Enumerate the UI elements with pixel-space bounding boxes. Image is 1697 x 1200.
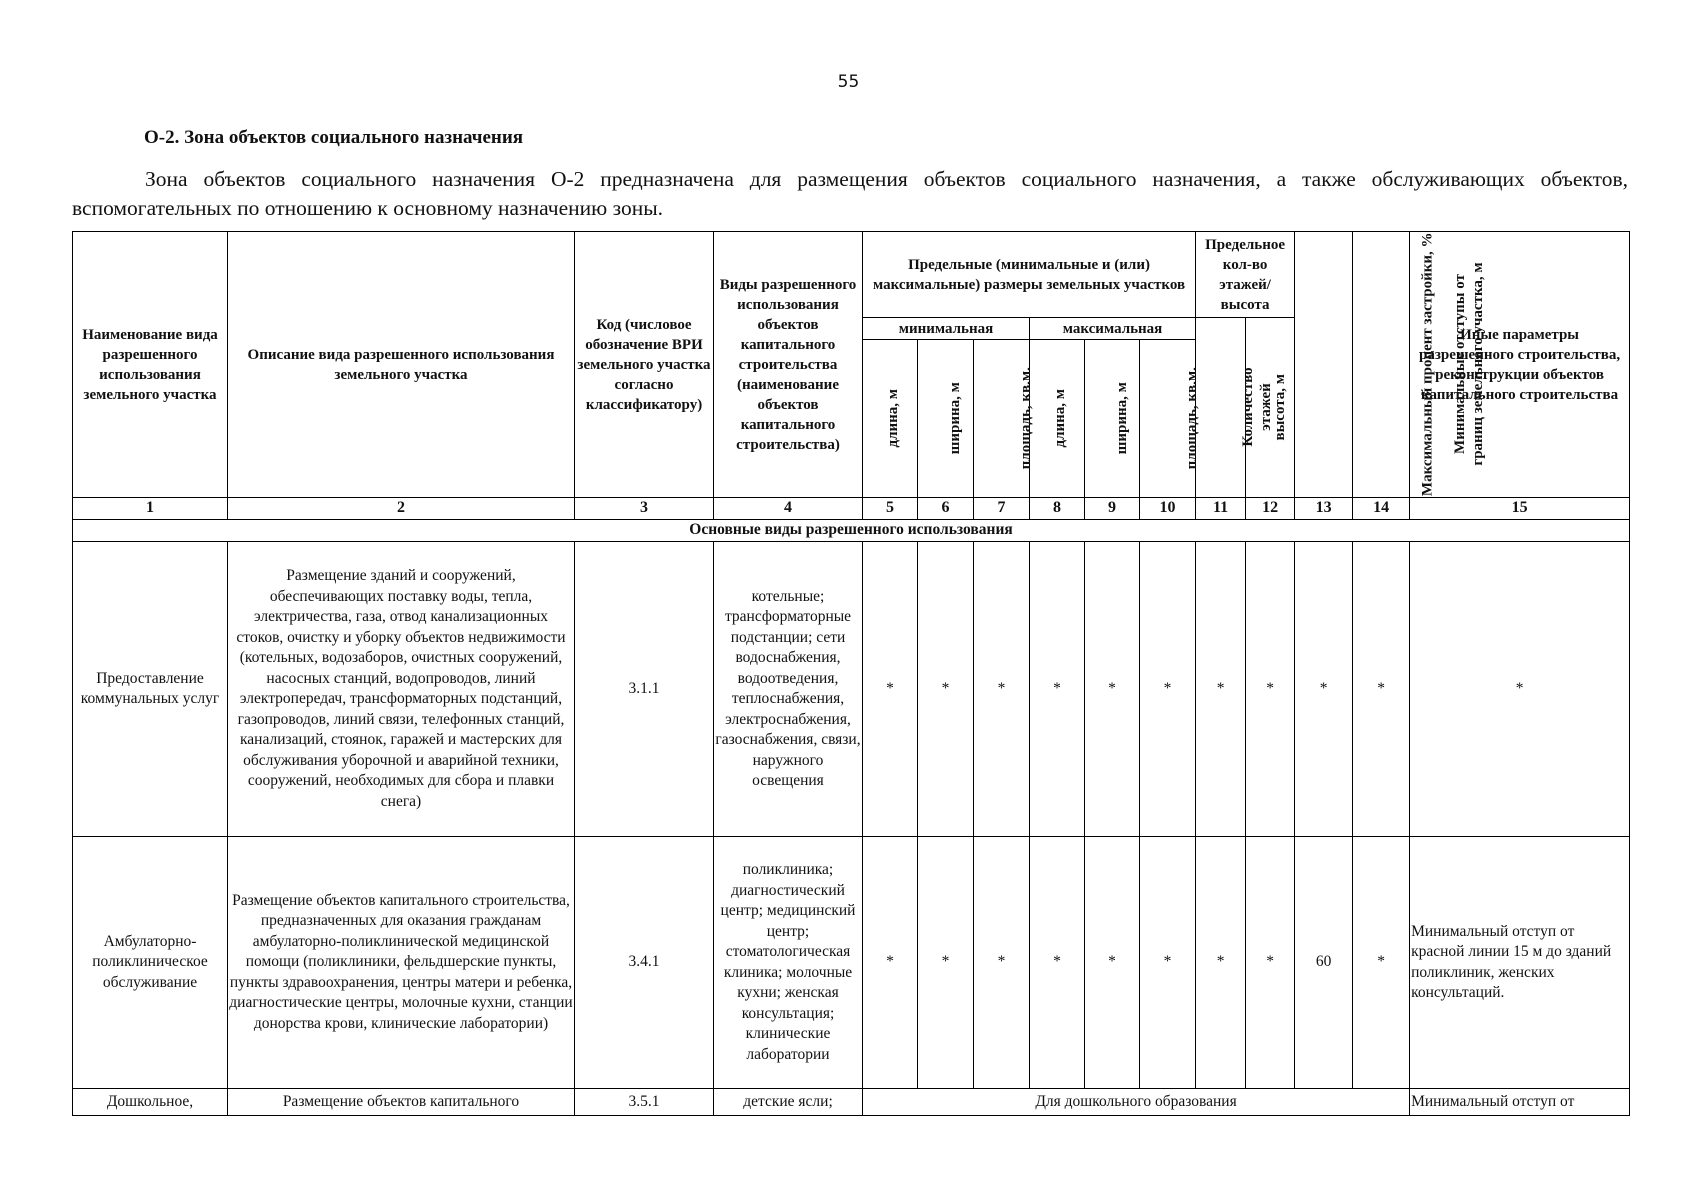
header-description: Описание вида разрешенного использования земельного участка xyxy=(228,232,575,498)
row-value: * xyxy=(974,542,1030,837)
column-number: 3 xyxy=(575,498,714,520)
column-number: 2 xyxy=(228,498,575,520)
row-other: * xyxy=(1410,542,1630,837)
column-number: 15 xyxy=(1410,498,1630,520)
table-row xyxy=(73,1089,1630,1116)
min-length-text: длина, м xyxy=(885,389,902,448)
row-value: * xyxy=(863,837,918,1089)
row-value: * xyxy=(1196,542,1246,837)
row-value: * xyxy=(1140,542,1196,837)
zone-heading: О-2. Зона объектов социального назначения xyxy=(144,127,524,148)
row-value: * xyxy=(1353,542,1410,837)
row-value: * xyxy=(863,542,918,837)
row-value: * xyxy=(974,837,1030,1089)
row-value: * xyxy=(1196,837,1246,1089)
header-other: Иные параметры разрешенного строительства, реконструкции объектов капитального строительства xyxy=(1410,232,1630,498)
section-title: Основные виды разрешенного использования xyxy=(73,520,1630,542)
column-number: 8 xyxy=(1030,498,1085,520)
min-width-text: ширина, м xyxy=(946,382,963,455)
row-description: Размещение объектов капитального xyxy=(228,1089,575,1116)
row-merged-note: Для дошкольного образования xyxy=(863,1089,1410,1116)
column-number: 12 xyxy=(1246,498,1295,520)
row-other: Минимальный отступ от xyxy=(1410,1089,1630,1116)
regulations-table xyxy=(72,231,1630,1116)
column-numbers-row xyxy=(73,498,1630,520)
row-value: * xyxy=(1140,837,1196,1089)
row-code: 3.1.1 xyxy=(575,542,714,837)
header-min-area xyxy=(974,340,1034,498)
header-build-pct-text: Максимальный процент застройки, % xyxy=(1419,232,1436,497)
row-value: * xyxy=(1246,837,1295,1089)
row-name: Предоставление коммунальных услуг xyxy=(73,542,228,837)
header-max-area xyxy=(1140,340,1200,498)
header-floors xyxy=(1196,318,1275,498)
row-name: Амбулаторно-поликлиническое обслуживание xyxy=(73,837,228,1089)
row-value: * xyxy=(1295,542,1353,837)
header-objects: Виды разрешенного использования объектов капитального строительства (наименование объектов капитального строительства) xyxy=(714,232,863,498)
header-min: минимальная xyxy=(863,318,1030,340)
max-length-text: длина, м xyxy=(1052,389,1069,448)
row-value: * xyxy=(1030,837,1085,1089)
column-number: 9 xyxy=(1085,498,1140,520)
row-description: Размещение зданий и сооружений, обеспечивающих поставку воды, тепла, электричества, газа, отвод канализационных стоков, очистку и уборку объектов недвижимости (котельных, водозаборов, очистных сооружений, насосных станций, водопроводов, линий электропередач, трансформаторных подстанций, газопроводов, линий связи, телефонных станций, канализаций, стоянок, гаражей и мастерских для обслуживания уборочной и аварийной техники, сооружений, необходимых для сбора и плавки снега) xyxy=(228,542,575,837)
table-row xyxy=(73,837,1630,1089)
min-area-text: площадь, кв.м. xyxy=(1017,367,1034,470)
row-value: * xyxy=(918,542,974,837)
column-number: 13 xyxy=(1295,498,1353,520)
header-max-width xyxy=(1085,340,1140,498)
column-number: 7 xyxy=(974,498,1030,520)
header-build-pct xyxy=(1295,232,1436,498)
row-value: 60 xyxy=(1295,837,1353,1089)
row-objects: детские ясли; xyxy=(714,1089,863,1116)
header-max-length xyxy=(1030,340,1085,498)
page-number: 55 xyxy=(837,72,860,92)
header-min-length xyxy=(863,340,918,498)
column-number: 14 xyxy=(1353,498,1410,520)
header-code: Код (числовое обозначение ВРИ земельного участка согласно классификатору) xyxy=(575,232,714,498)
row-code: 3.5.1 xyxy=(575,1089,714,1116)
max-area-text: площадь, кв.м. xyxy=(1183,367,1200,470)
column-number: 6 xyxy=(918,498,974,520)
row-name: Дошкольное, xyxy=(73,1089,228,1116)
row-value: * xyxy=(918,837,974,1089)
header-max: максимальная xyxy=(1030,318,1196,340)
column-number: 10 xyxy=(1140,498,1196,520)
row-description: Размещение объектов капитального строительства, предназначенных для оказания гражданам амбулаторно-поликлинической медицинской помощи (поликлиники, фельдшерские пункты, пункты здравоохранения, центры матери и ребенка, диагностические центры, молочные кухни, станции донорства крови, клинические лаборатории) xyxy=(228,837,575,1089)
row-code: 3.4.1 xyxy=(575,837,714,1089)
header-name: Наименование вида разрешенного использования земельного участка xyxy=(73,232,228,498)
header-setback-text: Минимальные отступы от границ земельного участка, м xyxy=(1452,262,1487,466)
column-number: 1 xyxy=(73,498,228,520)
row-objects: котельные; трансформаторные подстанции; сети водоснабжения, водоотведения, теплоснабжения, электроснабжения, газоснабжения, связи, наружного освещения xyxy=(714,542,863,837)
column-number: 4 xyxy=(714,498,863,520)
row-value: * xyxy=(1085,837,1140,1089)
table-row xyxy=(73,542,1630,837)
row-other: Минимальный отступ от красной линии 15 м до зданий поликлиник, женских консультаций. xyxy=(1410,837,1630,1089)
row-objects: поликлиника; диагностический центр; медицинский центр; стоматологическая клиника; молочные кухни; женская консультация; клинические лаборатории xyxy=(714,837,863,1089)
row-value: * xyxy=(1246,542,1295,837)
header-floors-group: Предельное кол-во этажей/ высота xyxy=(1196,232,1295,318)
header-limits: Предельные (минимальные и (или) максимальные) размеры земельных участков xyxy=(863,232,1196,318)
column-number: 5 xyxy=(863,498,918,520)
section-row xyxy=(73,520,1630,542)
row-value: * xyxy=(1353,837,1410,1089)
row-value: * xyxy=(1085,542,1140,837)
row-value: * xyxy=(1030,542,1085,837)
max-width-text: ширина, м xyxy=(1113,382,1130,455)
zone-intro: Зона объектов социального назначения О-2 предназначена для размещения объектов социального назначения, а также обслуживающих объектов, вспомогательных по отношению к основному назначению зоны. xyxy=(72,167,1628,220)
column-number: 11 xyxy=(1196,498,1246,520)
header-height-text: высота, м xyxy=(1272,374,1289,441)
header-min-width xyxy=(918,340,974,498)
header-floors-text: Количество этажей xyxy=(1240,367,1275,447)
